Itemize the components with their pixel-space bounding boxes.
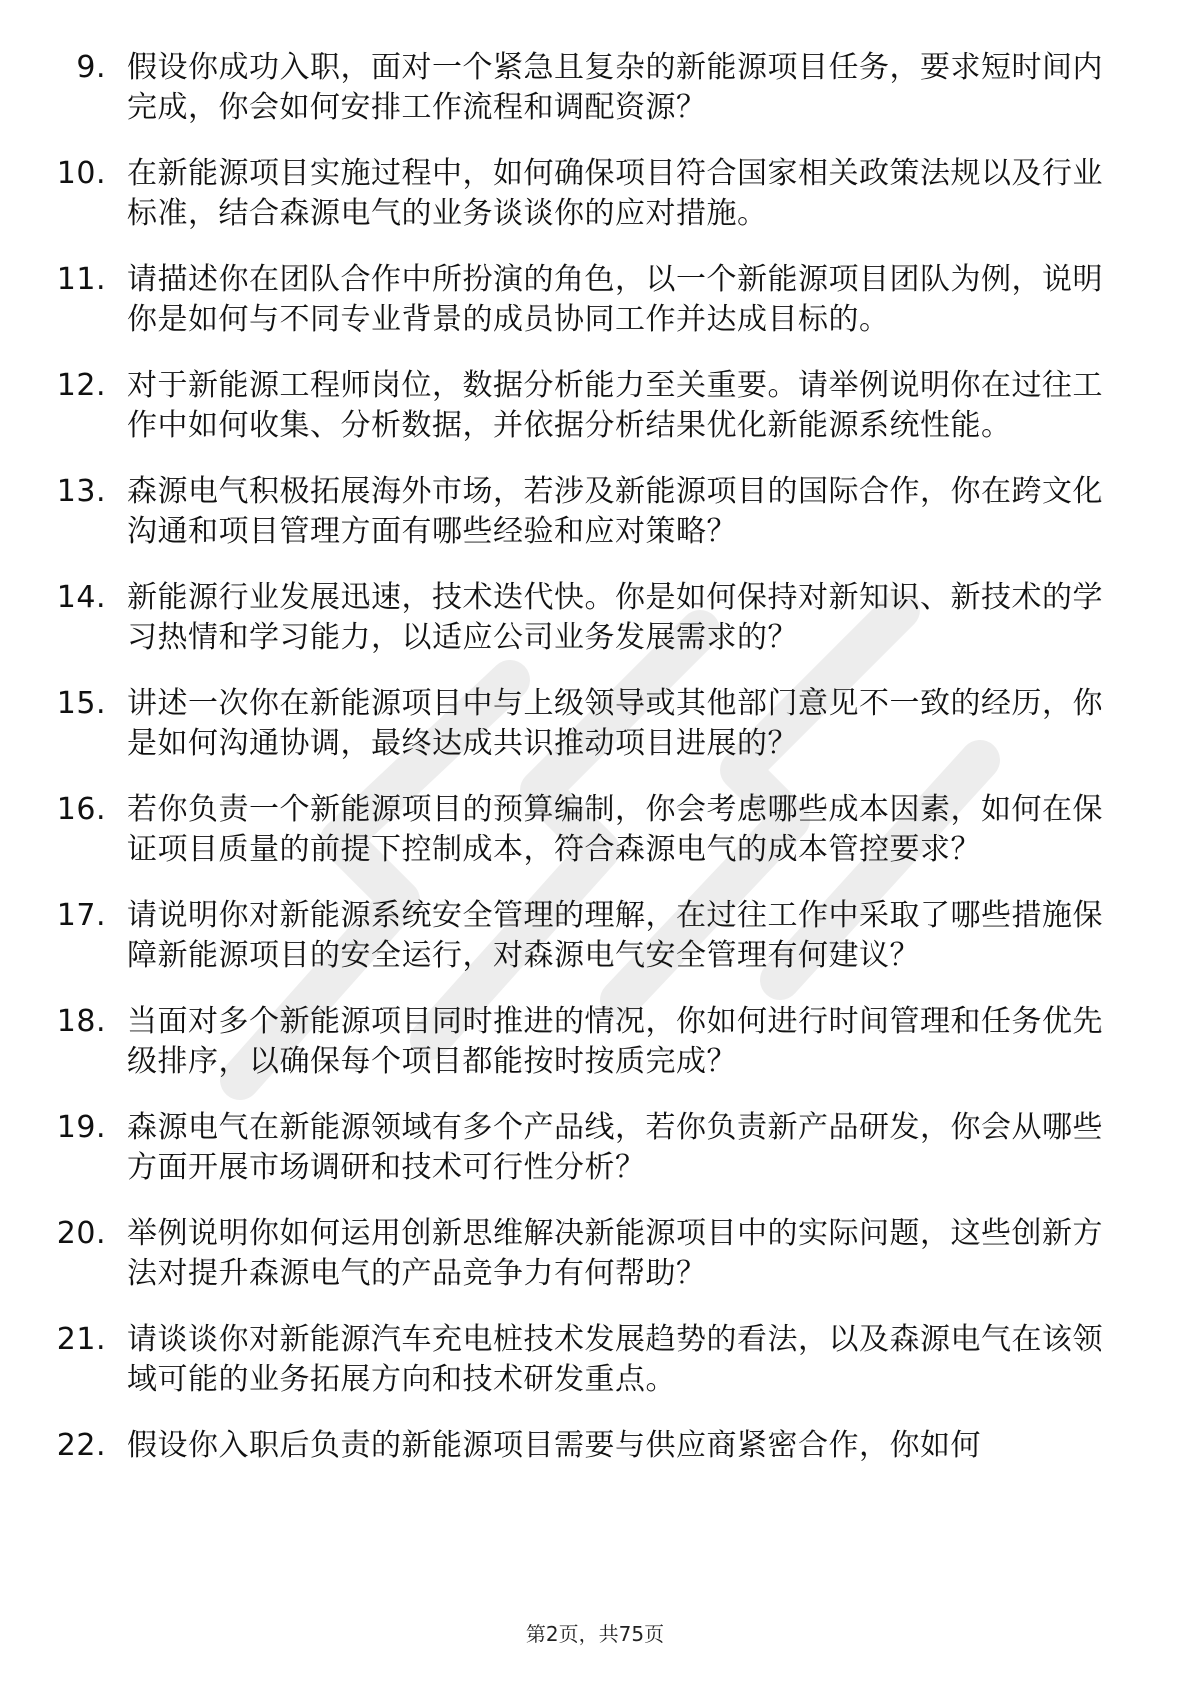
question-text: 在新能源项目实施过程中，如何确保项目符合国家相关政策法规以及行业标准，结合森源电气的业务谈谈你的应对措施。: [127, 156, 1103, 231]
question-item: [0, 1002, 1190, 1082]
question-number: 9.: [76, 50, 106, 85]
question-item: [0, 1426, 1190, 1466]
question-list: [0, 48, 1190, 1492]
question-text: 新能源行业发展迅速，技术迭代快。你是如何保持对新知识、新技术的学习热情和学习能力，以适应公司业务发展需求的？: [127, 580, 1103, 655]
question-text: 森源电气积极拓展海外市场，若涉及新能源项目的国际合作，你在跨文化沟通和项目管理方面有哪些经验和应对策略？: [127, 474, 1103, 549]
question-text: 若你负责一个新能源项目的预算编制，你会考虑哪些成本因素，如何在保证项目质量的前提下控制成本，符合森源电气的成本管控要求？: [127, 792, 1103, 867]
question-number: 16.: [56, 792, 106, 827]
question-text: 对于新能源工程师岗位，数据分析能力至关重要。请举例说明你在过往工作中如何收集、分析数据，并依据分析结果优化新能源系统性能。: [127, 368, 1103, 443]
question-item: [0, 260, 1190, 340]
question-item: [0, 1320, 1190, 1400]
question-number: 20.: [56, 1216, 106, 1251]
question-number: 21.: [56, 1322, 106, 1357]
page-number-footer: 第2页，共75页: [525, 1622, 665, 1646]
question-item: [0, 684, 1190, 764]
question-number: 15.: [56, 686, 106, 721]
question-number: 22.: [56, 1428, 106, 1463]
question-item: [0, 366, 1190, 446]
question-text: 当面对多个新能源项目同时推进的情况，你如何进行时间管理和任务优先级排序，以确保每个项目都能按时按质完成？: [127, 1004, 1103, 1079]
question-text: 请谈谈你对新能源汽车充电桩技术发展趋势的看法，以及森源电气在该领域可能的业务拓展方向和技术研发重点。: [127, 1322, 1103, 1397]
question-text: 假设你入职后负责的新能源项目需要与供应商紧密合作，你如何: [127, 1428, 981, 1463]
question-text: 请说明你对新能源系统安全管理的理解，在过往工作中采取了哪些措施保障新能源项目的安全运行，对森源电气安全管理有何建议？: [127, 898, 1103, 973]
question-number: 12.: [56, 368, 106, 403]
question-item: [0, 578, 1190, 658]
question-number: 13.: [56, 474, 106, 509]
question-number: 17.: [56, 898, 106, 933]
question-item: [0, 1108, 1190, 1188]
question-text: 森源电气在新能源领域有多个产品线，若你负责新产品研发，你会从哪些方面开展市场调研和技术可行性分析？: [127, 1110, 1103, 1185]
question-text: 举例说明你如何运用创新思维解决新能源项目中的实际问题，这些创新方法对提升森源电气的产品竞争力有何帮助？: [127, 1216, 1103, 1291]
question-item: [0, 1214, 1190, 1294]
question-number: 14.: [56, 580, 106, 615]
question-item: [0, 48, 1190, 128]
question-item: [0, 154, 1190, 234]
question-text: 请描述你在团队合作中所扮演的角色，以一个新能源项目团队为例，说明你是如何与不同专业背景的成员协同工作并达成目标的。: [127, 262, 1103, 337]
question-item: [0, 472, 1190, 552]
question-number: 11.: [56, 262, 106, 297]
question-number: 10.: [56, 156, 106, 191]
question-item: [0, 790, 1190, 870]
question-number: 19.: [56, 1110, 106, 1145]
question-text: 讲述一次你在新能源项目中与上级领导或其他部门意见不一致的经历，你是如何沟通协调，最终达成共识推动项目进展的？: [127, 686, 1103, 761]
question-number: 18.: [56, 1004, 106, 1039]
question-item: [0, 896, 1190, 976]
question-text: 假设你成功入职，面对一个紧急且复杂的新能源项目任务，要求短时间内完成，你会如何安排工作流程和调配资源？: [127, 50, 1103, 125]
